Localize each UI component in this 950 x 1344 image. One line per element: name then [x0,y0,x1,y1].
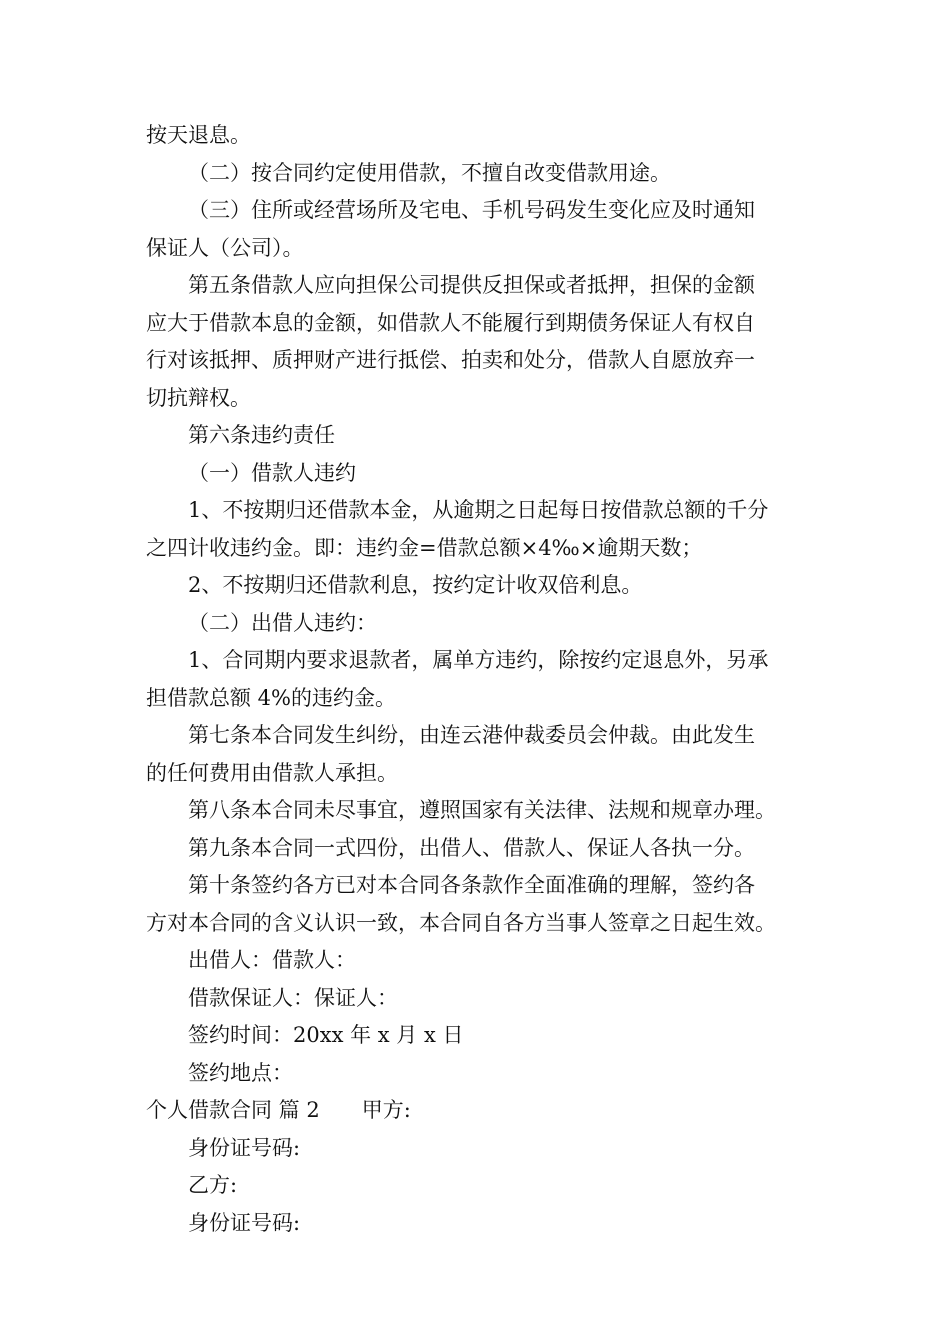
signing-place: 签约地点： [188,1060,293,1085]
text-line: （三）住所或经营场所及宅电、手机号码发生变化应及时通知 [188,198,755,222]
text-line: 之四计收违约金。即：违约金=借款总额×4‰×逾期天数； [146,535,703,560]
text-line: 应大于借款本息的金额，如借款人不能履行到期债务保证人有权自 [146,310,755,335]
section-heading: 个人借款合同 篇 2 甲方: [146,1098,411,1122]
text-line: 第六条违约责任 [188,423,335,447]
party-a-id-number: 身份证号码: [188,1135,301,1160]
text-line: 1、合同期内要求退款者，属单方违约，除按约定退息外，另承 [188,648,769,672]
signature-line-lender-borrower: 出借人：借款人： [188,948,356,972]
text-line: 保证人（公司）。 [146,235,304,260]
text-line: 切抗辩权。 [146,385,251,410]
text-line: 第七条本合同发生纠纷，由连云港仲裁委员会仲裁。由此发生 [188,723,755,747]
text-line: 第十条签约各方已对本合同各条款作全面准确的理解，签约各 [188,873,755,897]
text-line: （二）出借人违约： [188,610,377,635]
text-line: 行对该抵押、质押财产进行抵偿、拍卖和处分，借款人自愿放弃一 [146,348,755,372]
party-b-id-number: 身份证号码: [188,1210,301,1235]
text-line: 第八条本合同未尽事宜，遵照国家有关法律、法规和规章办理。 [188,798,776,822]
signing-date: 签约时间：20xx 年 x 月 x 日 [188,1023,464,1047]
signature-line-guarantor: 借款保证人：保证人： [188,985,398,1010]
text-line: 1、不按期归还借款本金，从逾期之日起每日按借款总额的千分 [188,498,769,522]
text-line: 担借款总额 4%的违约金。 [146,685,396,710]
text-line: 2、不按期归还借款利息，按约定计收双倍利息。 [188,573,643,597]
text-line: 的任何费用由借款人承担。 [146,760,398,785]
text-line: 第九条本合同一式四份，出借人、借款人、保证人各执一分。 [188,835,755,860]
text-line: 按天退息。 [146,123,251,147]
party-b-label: 乙方: [188,1173,238,1197]
text-line: 第五条借款人应向担保公司提供反担保或者抵押，担保的金额 [188,273,755,297]
text-line: （二）按合同约定使用借款，不擅自改变借款用途。 [188,160,671,185]
text-line: 方对本合同的含义认识一致，本合同自各方当事人签章之日起生效。 [146,910,776,935]
document-body [146,117,808,1242]
text-line: （一）借款人违约 [188,460,356,485]
